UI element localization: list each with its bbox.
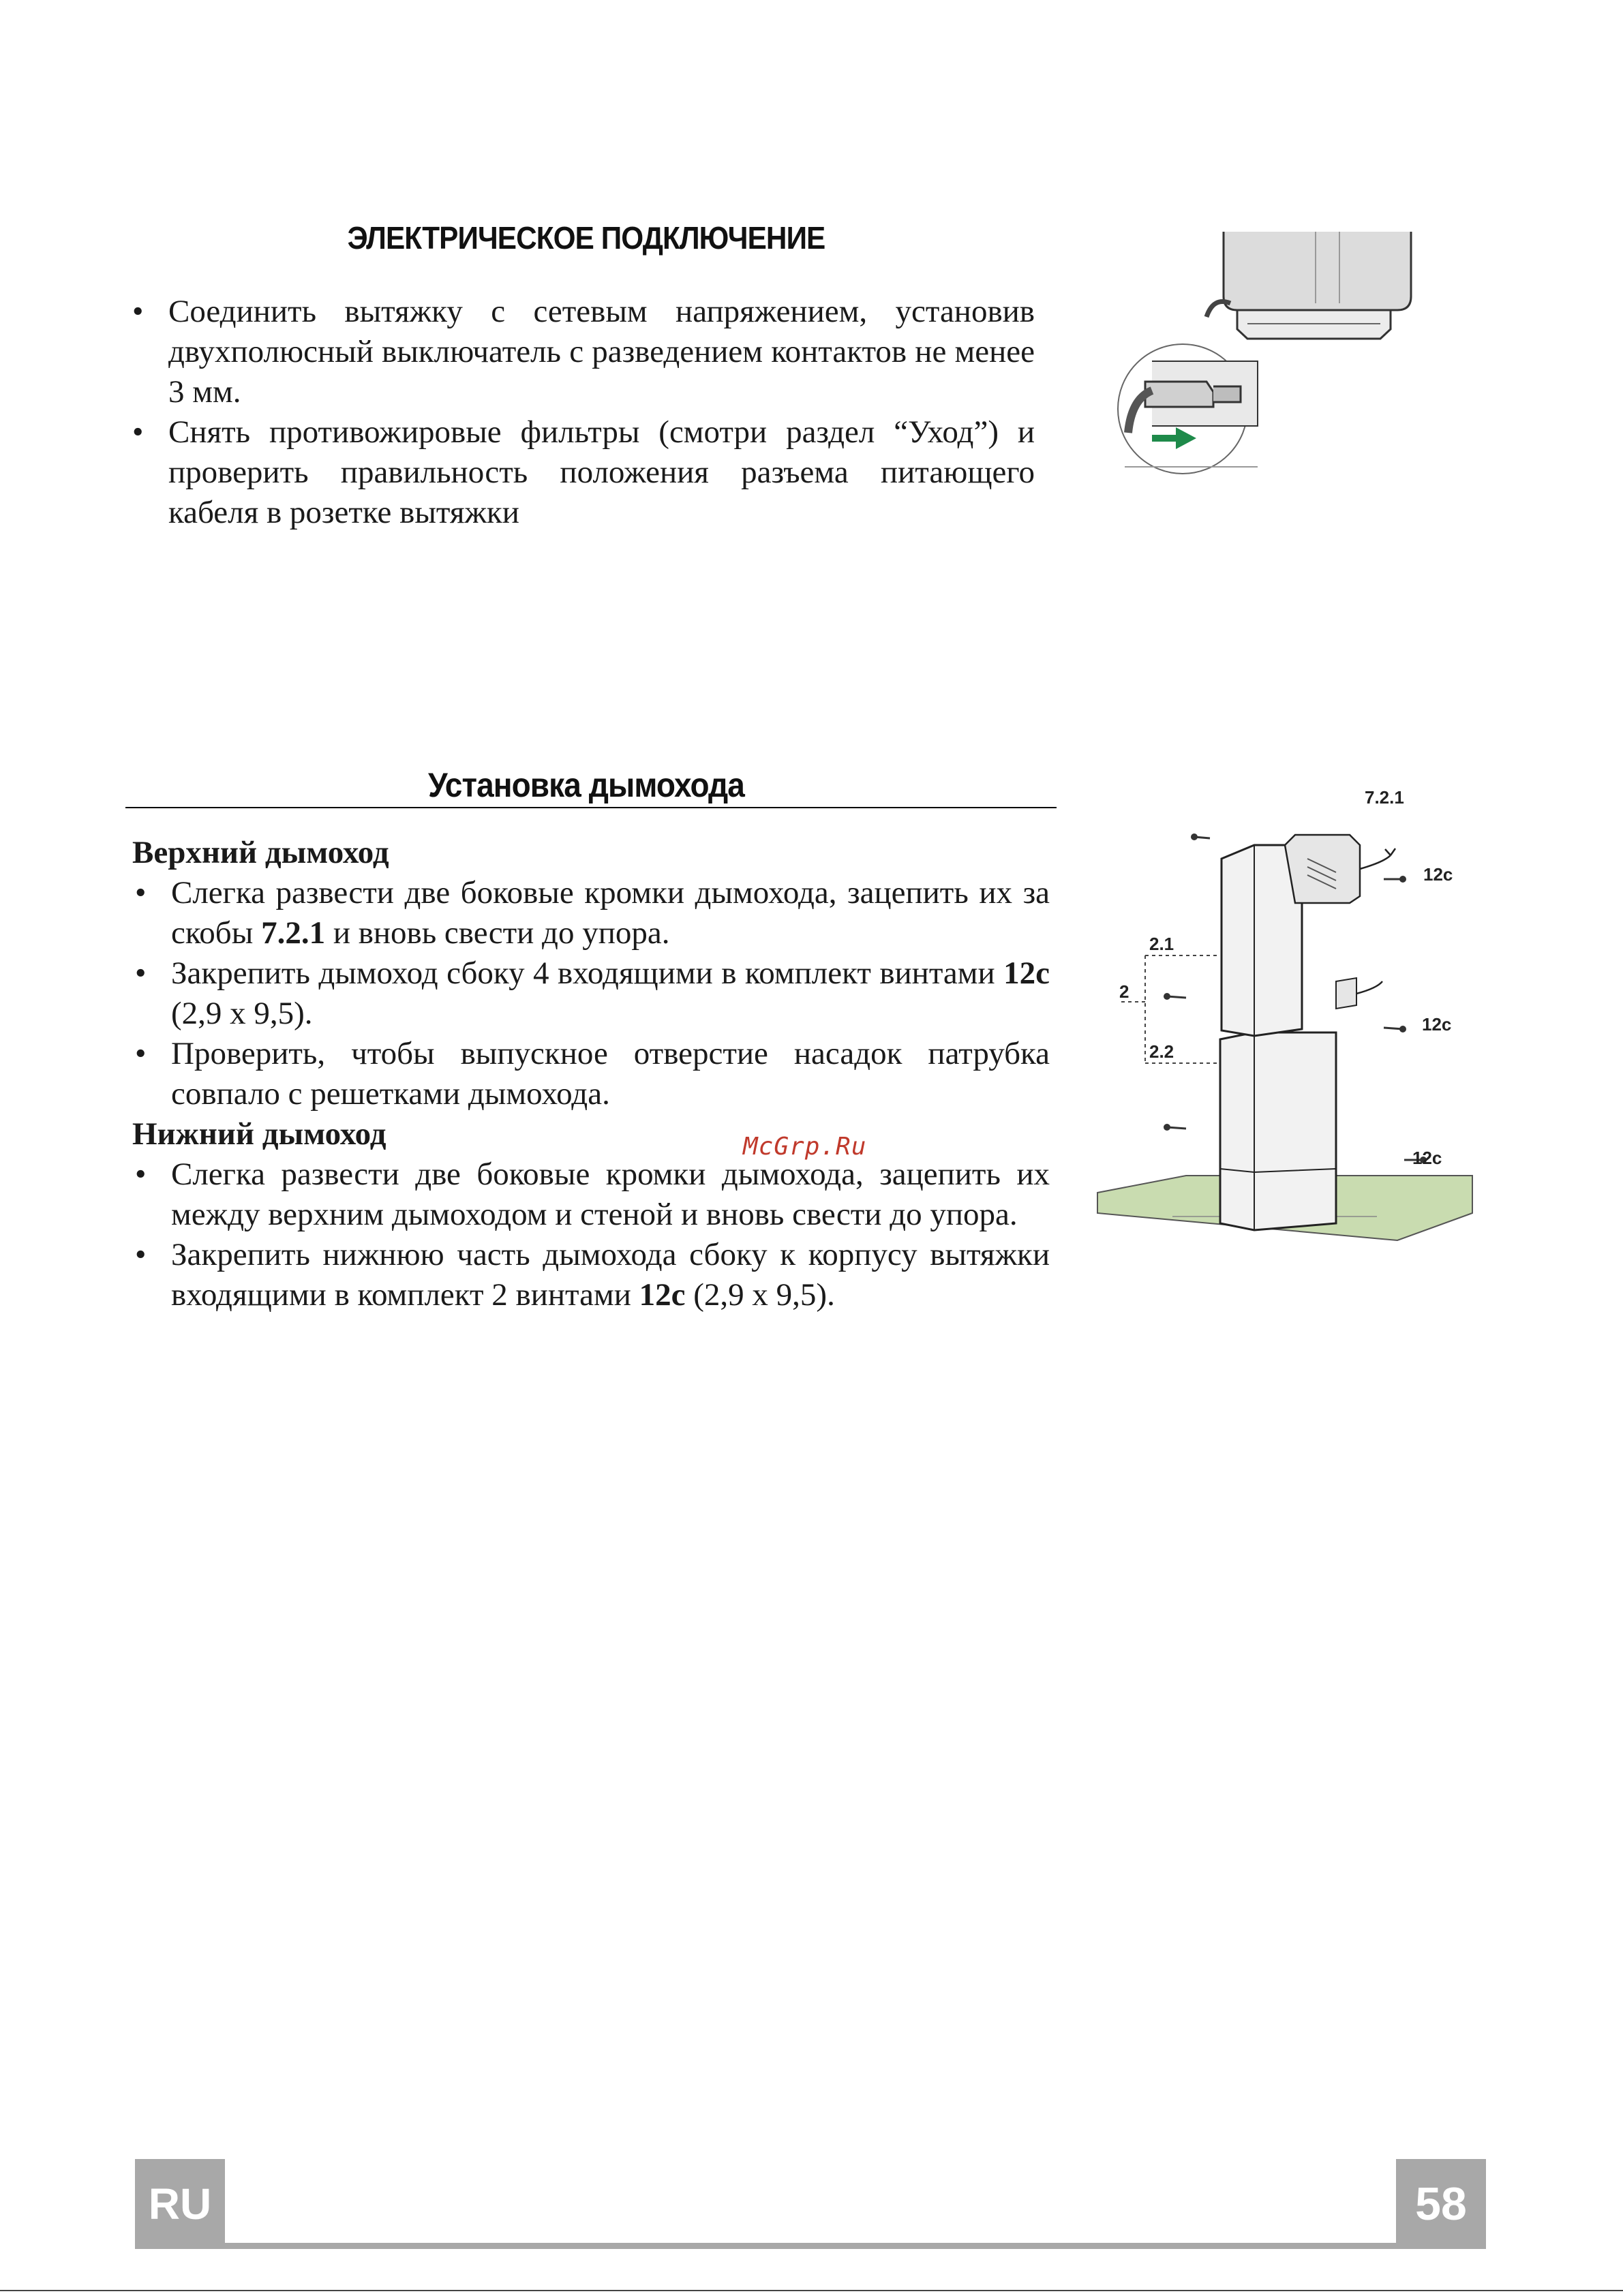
language-badge: RU: [135, 2159, 225, 2249]
part-label-22: 2.2: [1149, 1041, 1174, 1062]
section1-list: [130, 292, 1035, 533]
part-label-2: 2: [1119, 981, 1129, 1002]
section2-title: Установка дымохода: [428, 766, 744, 804]
section1-bullet-2: • Снять противожировые фильтры (смотри раздел “Уход”) и проверить правильность положения разъема питающего кабеля в розетке вытяжки: [130, 412, 1035, 533]
upper-bullet-2: • Закрепить дымоход сбоку 4 входящими в комплект винтами 12c (2,9 x 9,5).: [132, 953, 1050, 1034]
electrical-connection-illustration: [1111, 228, 1438, 480]
watermark: McGrp.Ru: [743, 1133, 867, 1161]
footer-rule: [225, 2243, 1396, 2249]
section2-divider: [125, 807, 1057, 808]
section1-title: ЭЛЕКТРИЧЕСКОЕ ПОДКЛЮЧЕНИЕ: [347, 220, 825, 256]
upper-chimney-heading: Верхний дымоход: [132, 835, 389, 870]
section2-body: [132, 833, 1050, 1315]
upper-bullet-1: • Слегка развести две боковые кромки дымохода, зацепить их за скобы 7.2.1 и вновь свести до упора.: [132, 873, 1050, 953]
screw-label-middle: 12c: [1422, 1014, 1452, 1035]
page-number: 58: [1396, 2159, 1486, 2249]
lower-chimney-heading: Нижний дымоход: [132, 1116, 386, 1152]
lower-bullet-1: • Слегка развести две боковые кромки дымохода, зацепить их между верхним дымоходом и стеной и вновь свести до упора.: [132, 1154, 1050, 1235]
fig-label-721: 7.2.1: [1365, 787, 1404, 808]
page-bottom-edge: [0, 2290, 1623, 2291]
upper-chimney-list: [132, 873, 1050, 1114]
section1-bullet-1: • Соединить вытяжку с сетевым напряжением, установив двухполюсный выключатель с разведением контактов не менее 3 мм.: [130, 292, 1035, 412]
lower-chimney-list: [132, 1154, 1050, 1315]
lower-bullet-2: • Закрепить нижнюю часть дымохода сбоку к корпусу вытяжки входящими в комплект 2 винтами 12c (2,9 x 9,5).: [132, 1235, 1050, 1315]
screw-label-upper: 12c: [1423, 864, 1453, 885]
screw-label-lower: 12c: [1412, 1148, 1442, 1168]
upper-bullet-3: • Проверить, чтобы выпускное отверстие насадок патрубка совпало с решетками дымохода.: [132, 1034, 1050, 1114]
part-label-21: 2.1: [1149, 934, 1174, 954]
